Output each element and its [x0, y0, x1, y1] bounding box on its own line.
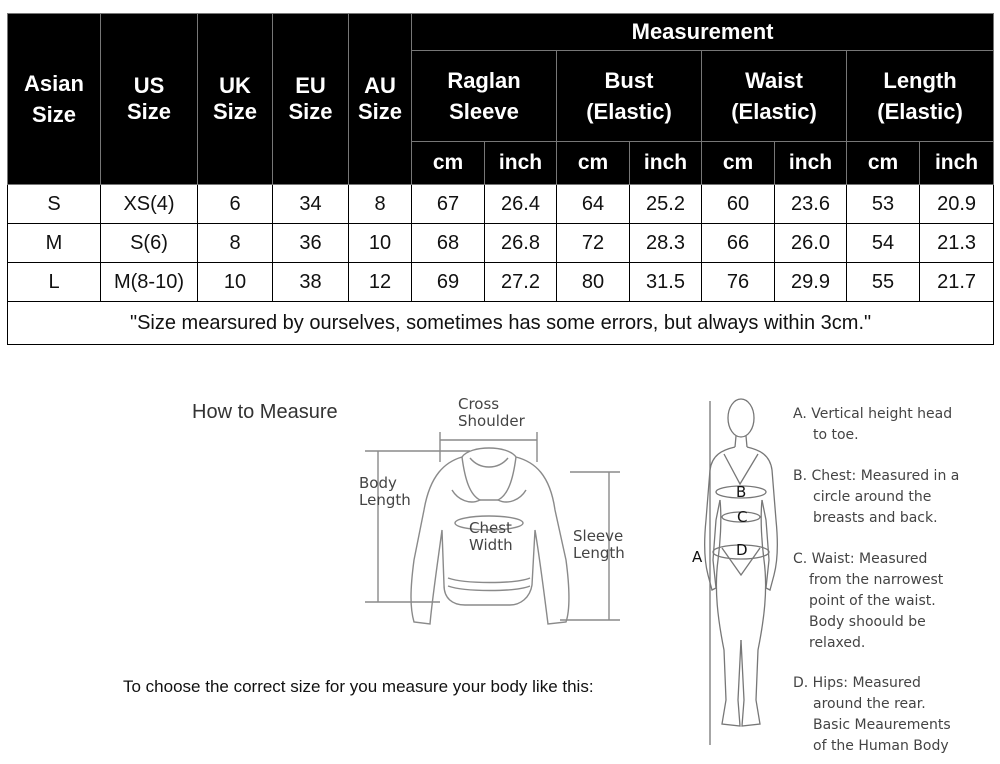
table-cell: 67 [412, 185, 485, 224]
header-measurement: Measurement [412, 14, 994, 51]
header-raglan-sleeve: Raglan Sleeve [412, 51, 557, 142]
marker-b: B [736, 483, 747, 501]
table-cell: 66 [702, 224, 775, 263]
measurement-note: "Size mearsured by ourselves, sometimes has some errors, but always within 3cm." [8, 302, 994, 345]
table-cell: 21.3 [920, 224, 994, 263]
table-cell: S [8, 185, 101, 224]
marker-a: A [692, 548, 703, 566]
table-cell: 80 [557, 263, 630, 302]
unit-header: cm [557, 142, 630, 185]
table-cell: 38 [273, 263, 349, 302]
table-cell: 69 [412, 263, 485, 302]
header-eu-size: EU Size [273, 14, 349, 185]
table-cell: 53 [847, 185, 920, 224]
chest-width-label: Chest Width [469, 519, 513, 554]
marker-d: D [736, 541, 748, 559]
table-cell: L [8, 263, 101, 302]
unit-header: inch [920, 142, 994, 185]
table-cell: 36 [273, 224, 349, 263]
header-au-size: AU Size [349, 14, 412, 185]
unit-header: cm [412, 142, 485, 185]
header-uk-size: UK Size [198, 14, 273, 185]
unit-header: inch [630, 142, 702, 185]
table-cell: 64 [557, 185, 630, 224]
header-us-size: US Size [101, 14, 198, 185]
how-to-measure-title: How to Measure [192, 401, 338, 423]
table-cell: XS(4) [101, 185, 198, 224]
body-length-label: Body Length [359, 474, 411, 509]
table-cell: 26.8 [485, 224, 557, 263]
unit-header: inch [775, 142, 847, 185]
note-d: D. Hips: Measured around the rear. Basic Meaurements of the Human Body [793, 675, 951, 754]
table-cell: 25.2 [630, 185, 702, 224]
unit-header: cm [847, 142, 920, 185]
table-cell: 8 [198, 224, 273, 263]
table-cell: 34 [273, 185, 349, 224]
sleeve-length-label: Sleeve Length [573, 527, 625, 562]
table-cell: 23.6 [775, 185, 847, 224]
table-cell: 26.4 [485, 185, 557, 224]
header-length: Length (Elastic) [847, 51, 994, 142]
note-c: C. Waist: Measured from the narrowest point of the waist. Body shoould be relaxed. [793, 551, 944, 651]
table-cell: 21.7 [920, 263, 994, 302]
table-cell: 54 [847, 224, 920, 263]
table-cell: 28.3 [630, 224, 702, 263]
table-cell: 12 [349, 263, 412, 302]
table-cell: 10 [198, 263, 273, 302]
header-bust: Bust (Elastic) [557, 51, 702, 142]
instruction-text: To choose the correct size for you measure your body like this: [123, 677, 594, 696]
unit-header: cm [702, 142, 775, 185]
table-cell: M(8-10) [101, 263, 198, 302]
header-asian-size: Asian Size [8, 14, 101, 185]
table-cell: 68 [412, 224, 485, 263]
table-cell: M [8, 224, 101, 263]
table-cell: 55 [847, 263, 920, 302]
marker-c: C [737, 508, 748, 526]
unit-header: inch [485, 142, 557, 185]
header-waist: Waist (Elastic) [702, 51, 847, 142]
cross-shoulder-label: Cross Shoulder [458, 395, 525, 430]
table-cell: 27.2 [485, 263, 557, 302]
table-cell: 10 [349, 224, 412, 263]
table-cell: 31.5 [630, 263, 702, 302]
table-cell: 72 [557, 224, 630, 263]
table-cell: 8 [349, 185, 412, 224]
table-cell: 76 [702, 263, 775, 302]
note-b: B. Chest: Measured in a circle around the breasts and back. [793, 468, 960, 526]
table-cell: 20.9 [920, 185, 994, 224]
table-cell: 29.9 [775, 263, 847, 302]
table-cell: S(6) [101, 224, 198, 263]
note-a: A. Vertical height head to toe. [793, 406, 953, 443]
table-cell: 6 [198, 185, 273, 224]
table-cell: 26.0 [775, 224, 847, 263]
table-cell: 60 [702, 185, 775, 224]
